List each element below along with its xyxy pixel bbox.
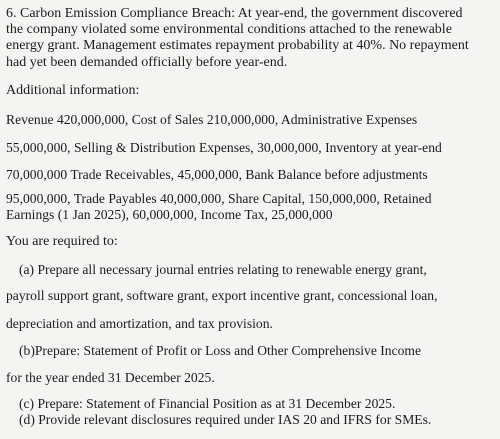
additional-info-line-4: 95,000,000, Trade Payables 40,000,000, Share Capital, 150,000,000, Retained <box>6 191 432 206</box>
requirement-d: (d) Provide relevant disclosures required under IAS 20 and IFRS for SMEs. <box>19 412 432 427</box>
requirement-a-line-2: payroll support grant, software grant, export incentive grant, concessional loan, <box>6 288 438 303</box>
additional-info-line-3: 70,000,000 Trade Receivables, 45,000,000, Bank Balance before adjustments <box>6 167 428 182</box>
requirement-a-line-1: (a) Prepare all necessary journal entries relating to renewable energy grant, <box>19 262 427 277</box>
requirement-c: (c) Prepare: Statement of Financial Position as at 31 December 2025. <box>19 396 396 411</box>
additional-info-line-2: 55,000,000, Selling & Distribution Expenses, 30,000,000, Inventory at year-end <box>6 140 442 155</box>
requirement-a-line-3: depreciation and amortization, and tax provision. <box>6 316 273 331</box>
question-line-2: the company violated some environmental conditions attached to the renewable <box>6 22 452 37</box>
question-line-1: 6. Carbon Emission Compliance Breach: At year-end, the government discovered <box>6 6 463 21</box>
requirements-title: You are required to: <box>6 234 118 249</box>
question-line-4: had yet been demanded officially before year-end. <box>6 55 288 70</box>
additional-info-line-5: Earnings (1 Jan 2025), 60,000,000, Income Tax, 25,000,000 <box>6 207 333 222</box>
requirement-b-line-2: for the year ended 31 December 2025. <box>6 370 215 385</box>
requirement-b-line-1: (b)Prepare: Statement of Profit or Loss and Other Comprehensive Income <box>19 343 422 358</box>
additional-info-title: Additional information: <box>6 83 140 98</box>
additional-info-line-1: Revenue 420,000,000, Cost of Sales 210,000,000, Administrative Expenses <box>6 112 418 127</box>
question-line-3: energy grant. Management estimates repayment probability at 40%. No repayment <box>6 38 469 53</box>
